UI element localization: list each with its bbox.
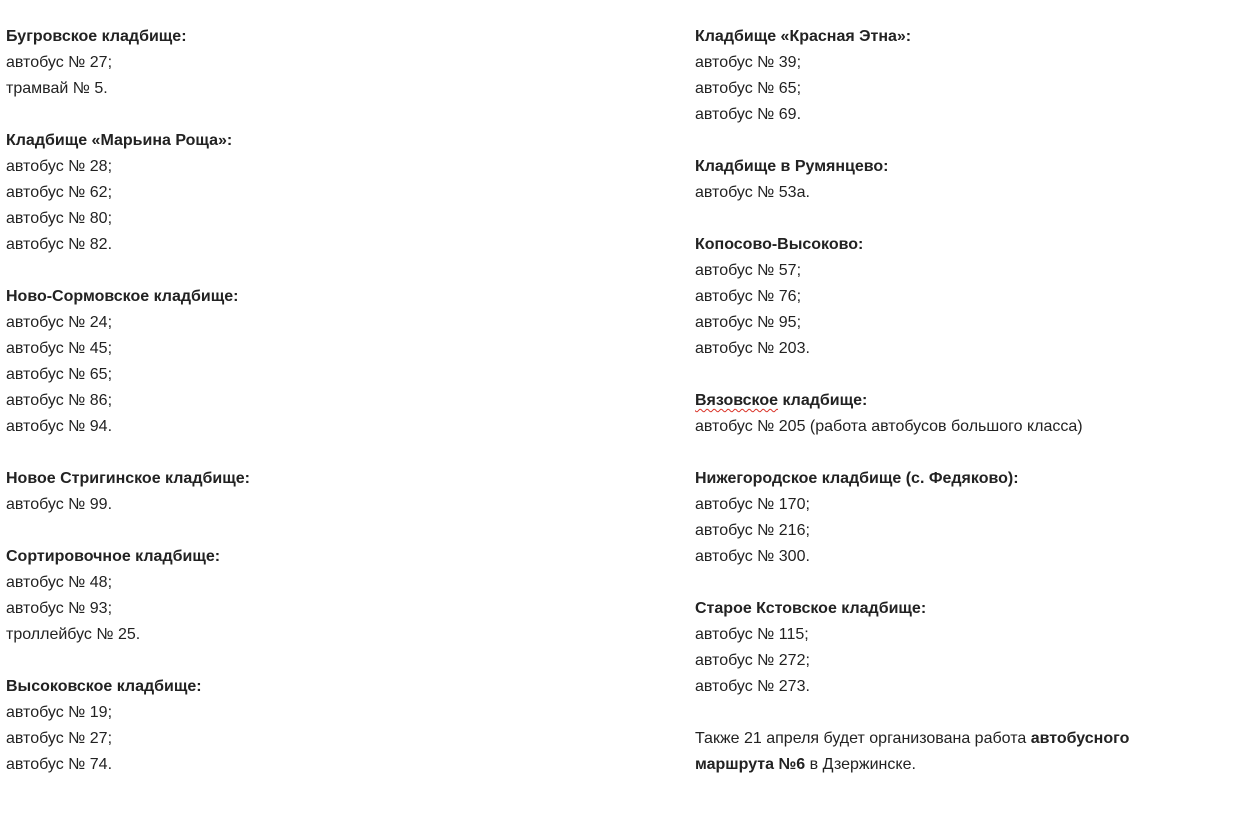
route-item: автобус № 53а.	[695, 184, 810, 201]
route-item: автобус № 95;	[695, 314, 802, 331]
cemetery-block-nizhegorodskoe	[695, 466, 1239, 570]
route-item: автобус № 39;	[695, 54, 802, 71]
route-item: автобус № 300.	[695, 548, 810, 565]
route-item: автобус № 93;	[6, 600, 113, 617]
cemetery-block-staroe-kstovskoe	[695, 596, 1239, 700]
route-item: автобус № 57;	[695, 262, 802, 279]
route-item: автобус № 74.	[6, 756, 113, 773]
right-column	[695, 24, 1239, 778]
route-item: автобус № 86;	[6, 392, 113, 409]
route-item: автобус № 65;	[6, 366, 113, 383]
route-item: автобус № 24;	[6, 314, 113, 331]
cemetery-block-maryina-roshcha	[6, 128, 606, 258]
route-item: автобус № 27;	[6, 54, 113, 71]
cemetery-block-bugrovskoe	[6, 24, 606, 102]
route-item: автобус № 65;	[695, 80, 802, 97]
cemetery-title	[695, 388, 1239, 414]
cemetery-block-sortirovochnoe	[6, 544, 606, 648]
route-item: автобус № 80;	[6, 210, 113, 227]
route-item: троллейбус № 25.	[6, 626, 141, 643]
route-item: автобус № 205 (работа автобусов большого класса)	[695, 418, 1083, 435]
cemetery-title: Нижегородское кладбище (с. Федяково):	[695, 470, 1019, 487]
route-item: автобус № 28;	[6, 158, 113, 175]
route-item: автобус № 19;	[6, 704, 113, 721]
route-item: автобус № 76;	[695, 288, 802, 305]
route-item: автобус № 216;	[695, 522, 810, 539]
route-item: автобус № 272;	[695, 652, 810, 669]
cemetery-title: Сортировочное кладбище:	[6, 548, 221, 565]
route-item: автобус № 27;	[6, 730, 113, 747]
cemetery-block-krasnaya-etna	[695, 24, 1239, 128]
cemetery-block-novo-sormovskoe	[6, 284, 606, 440]
route-item: автобус № 115;	[695, 626, 809, 643]
note-text-part1: Также 21 апреля будет организована работа	[695, 730, 1031, 747]
note-bold-part1: автобусного	[1030, 730, 1130, 747]
route-item: трамвай № 5.	[6, 80, 108, 97]
route-item: автобус № 48;	[6, 574, 113, 591]
cemetery-block-vysokovskoe	[6, 674, 606, 778]
cemetery-title: Высоковское кладбище:	[6, 678, 202, 695]
cemetery-block-rumyantsevo	[695, 154, 1239, 206]
route-item: автобус № 203.	[695, 340, 810, 357]
route-item: автобус № 170;	[695, 496, 810, 513]
cemetery-title-rest: кладбище:	[778, 392, 868, 409]
route-item: автобус № 45;	[6, 340, 113, 357]
announcement-note	[695, 726, 1239, 778]
cemetery-block-vyazovskoe	[695, 388, 1239, 440]
cemetery-block-koposovo-vysokovo	[695, 232, 1239, 362]
cemetery-title: Бугровское кладбище:	[6, 28, 187, 45]
spellcheck-underlined-word: Вязовское	[695, 392, 779, 409]
cemetery-title: Новое Стригинское кладбище:	[6, 470, 250, 487]
route-item: автобус № 99.	[6, 496, 113, 513]
cemetery-block-novoe-striginskoe	[6, 466, 606, 518]
cemetery-title: Ново-Сормовское кладбище:	[6, 288, 239, 305]
left-column	[6, 24, 606, 804]
route-item: автобус № 82.	[6, 236, 113, 253]
note-bold-part2: маршрута №6	[695, 756, 806, 773]
route-item: автобус № 62;	[6, 184, 113, 201]
cemetery-title: Старое Кстовское кладбище:	[695, 600, 927, 617]
cemetery-title: Кладбище «Марьина Роща»:	[6, 132, 233, 149]
cemetery-title: Кладбище «Красная Этна»:	[695, 28, 912, 45]
note-text-part2: в Дзержинске.	[805, 756, 916, 773]
cemetery-title: Копосово-Высоково:	[695, 236, 864, 253]
route-item: автобус № 69.	[695, 106, 802, 123]
route-item: автобус № 94.	[6, 418, 113, 435]
cemetery-title: Кладбище в Румянцево:	[695, 158, 889, 175]
route-item: автобус № 273.	[695, 678, 810, 695]
